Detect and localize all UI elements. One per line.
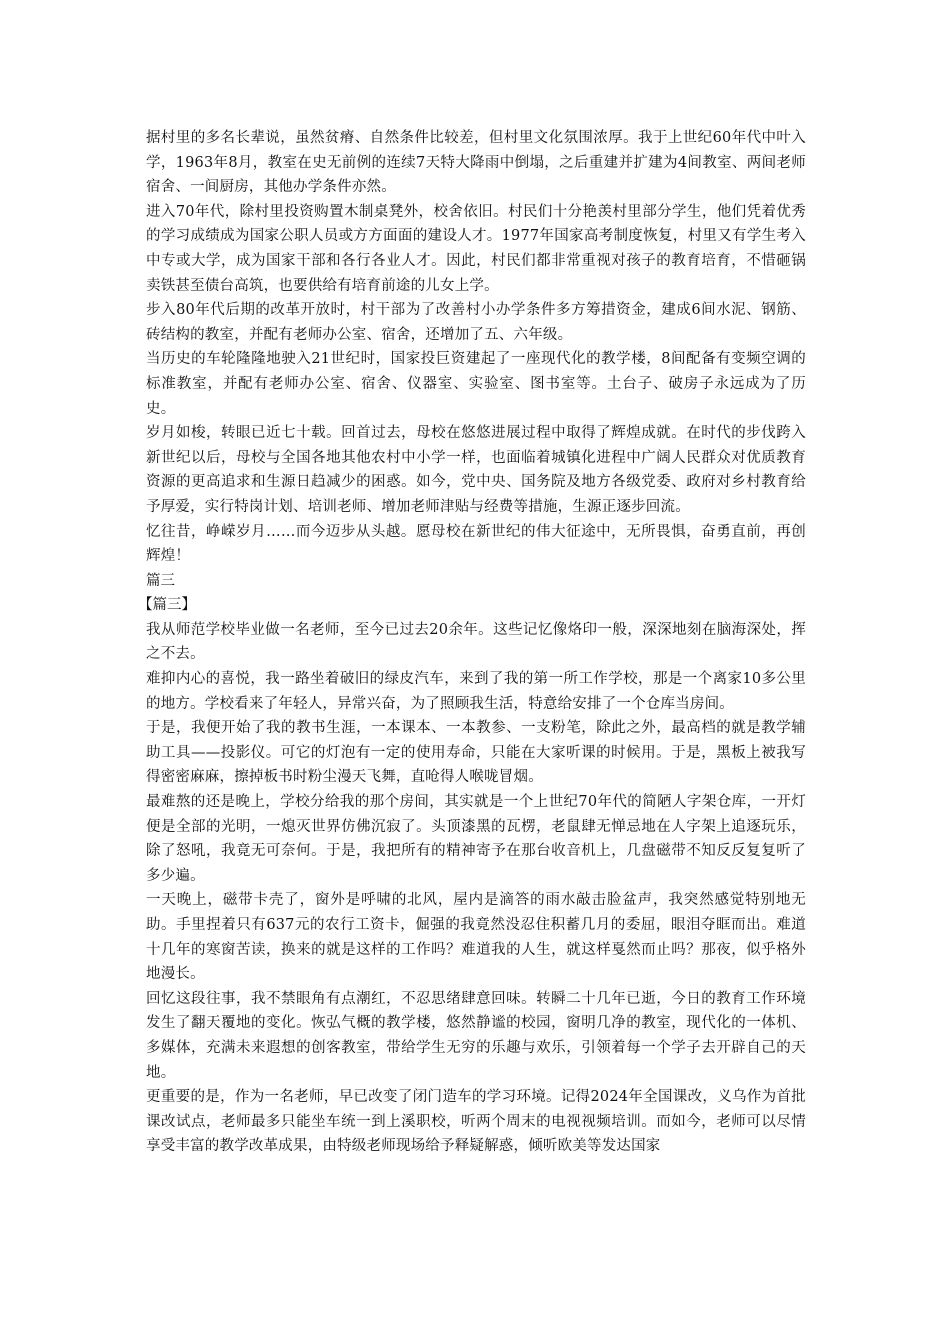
paragraph: 忆往昔，峥嵘岁月……而今迈步从头越。愿母校在新世纪的伟大征途中，无所畏惧，奋勇直前，再创辉煌！ <box>146 523 806 565</box>
paragraph: 难抑内心的喜悦，我一路坐着破旧的绿皮汽车，来到了我的第一所工作学校，那是一个离家10多公里的地方。学校看来了年轻人，异常兴奋，为了照顾我生活，特意给安排了一个仓库当房间。 <box>146 671 806 712</box>
paragraph: 于是，我便开始了我的教书生涯，一本课本、一本教参、一支粉笔，除此之外，最高档的就是教学辅助工具——投影仪。可它的灯泡有一定的使用寿命，只能在大家听课的时候用。于是，黑板上被我写得密密麻麻，擦掉板书时粉尘漫天飞舞，直呛得人喉咙冒烟。 <box>146 720 806 786</box>
section-label: 篇三 <box>146 572 175 589</box>
paragraph: 步入80年代后期的改革开放时，村干部为了改善村小办学条件多方筹措资金，建成6间水泥、钢筋、砖结构的教室，并配有老师办公室、宿舍，还增加了五、六年级。 <box>146 302 806 343</box>
paragraph: 最难熬的还是晚上，学校分给我的那个房间，其实就是一个上世纪70年代的简陋人字架仓库，一开灯便是全部的光明，一熄灭世界仿佛沉寂了。头顶漆黑的瓦楞，老鼠肆无惮忌地在人字架上追逐玩乐，除了怒吼，我竟无可奈何。于是，我把所有的精神寄予在那台收音机上，几盘磁带不知反反复复听了多少遍。 <box>146 794 806 884</box>
paragraph: 进入70年代，除村里投资购置木制桌凳外，校舍依旧。村民们十分艳羡村里部分学生，他们凭着优秀的学习成绩成为国家公职人员或方方面面的建设人才。1977年国家高考制度恢复，村里又有学生考入中专或大学，成为国家干部和各行各业人才。因此，村民们都非常重视对孩子的教育培育，不惜砸锅卖铁甚至债台高筑，也要供给有培育前途的儿女上学。 <box>146 203 806 294</box>
paragraph: 回忆这段往事，我不禁眼角有点潮红，不忍思绪肆意回味。转瞬二十几年已逝，今日的教育工作环境发生了翻天覆地的变化。恢弘气概的教学楼，悠然静谧的校园，窗明几净的教室，现代化的一体机、多媒体，充满未来遐想的创客教室，带给学生无穷的乐趣与欢乐，引领着每一个学子去开辟自己的天地。 <box>146 990 806 1081</box>
paragraph: 岁月如梭，转眼已近七十载。回首过去，母校在悠悠进展过程中取得了辉煌成就。在时代的步伐跨入新世纪以后，母校与全国各地其他农村中小学一样，也面临着城镇化进程中广阔人民群众对优质教育资源的更高追求和生源日趋减少的困惑。如今，党中央、国务院及地方各级党委、政府对乡村教育给予厚爱，实行特岗计划、培训老师、增加老师津贴与经费等措施，生源正逐步回流。 <box>146 425 806 515</box>
paragraph: 一天晚上，磁带卡壳了，窗外是呼啸的北风，屋内是滴答的雨水敲击脸盆声，我突然感觉特别地无助。手里捏着只有637元的农行工资卡，倔强的我竟然没忍住积蓄几月的委屈，眼泪夺眶而出。难道十几年的寒窗苦读，换来的就是这样的工作吗？难道我的人生，就这样戛然而止吗？那夜，似乎格外地漫长。 <box>146 892 806 983</box>
paragraph: 当历史的车轮隆隆地驶入21世纪时，国家投巨资建起了一座现代化的教学楼，8间配备有变频空调的标准教室，并配有老师办公室、宿舍、仪器室、实验室、图书室等。土台子、破房子永远成为了历史。 <box>146 351 806 417</box>
paragraph: 据村里的多名长辈说，虽然贫瘠、自然条件比较差，但村里文化氛围浓厚。我于上世纪60年代中叶入学，1963年8月，教室在史无前例的连续7天特大降雨中倒塌，之后重建并扩建为4间教室、两间老师宿舍、一间厨房，其他办学条件亦然。 <box>146 130 806 196</box>
section-heading: 【篇三】 <box>138 597 196 614</box>
document-body <box>138 126 806 1159</box>
paragraph: 更重要的是，作为一名老师，早已改变了闭门造车的学习环境。记得2024年全国课改，义乌作为首批课改试点，老师最多只能坐车统一到上溪职校，听两个周末的电视视频培训。而如今，老师可以尽情享受丰富的教学改革成果，由特级老师现场给予释疑解惑，倾听欧美等发达国家 <box>146 1089 806 1155</box>
paragraph: 我从师范学校毕业做一名老师，至今已过去20余年。这些记忆像烙印一般，深深地刻在脑海深处，挥之不去。 <box>146 621 806 663</box>
